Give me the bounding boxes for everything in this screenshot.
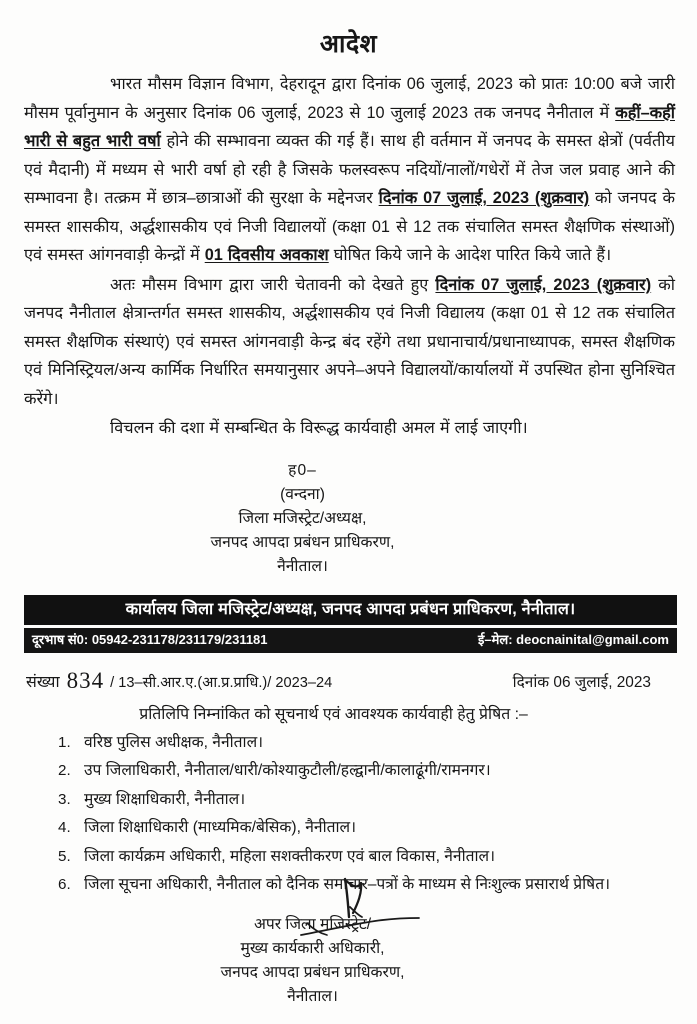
bottom-designation-line2: मुख्य कार्यकारी अधिकारी, <box>240 939 385 957</box>
signatory-name: (वन्दना) <box>280 485 325 503</box>
copy-intro-text: प्रतिलिपि निम्नांकित को सूचनार्थ एवं आवश्यक कार्यवाही हेतु प्रेषित :– <box>139 705 528 723</box>
email-label: ई–मेल: <box>478 631 513 647</box>
reference-number: 834 <box>66 667 105 693</box>
phone-numbers: 05942-231178/231179/231181 <box>91 631 268 647</box>
reference-label: संख्या <box>26 673 60 691</box>
emphasis-text: 01 दिवसीय अवकाश <box>204 246 329 264</box>
bottom-authority: जनपद आपदा प्रबंधन प्राधिकरण, <box>220 963 405 981</box>
emphasis-text: कहीं–कहीं भारी से बहुत भारी वर्षा <box>24 103 675 150</box>
signatory-authority: जनपद आपदा प्रबंधन प्राधिकरण, <box>210 533 395 551</box>
office-name-bar: कार्यालय जिला मजिस्ट्रेट/अध्यक्ष, जनपद आपदा प्रबंधन प्राधिकरण, नैनीताल। <box>24 595 677 625</box>
signature-block-bottom <box>0 913 697 1009</box>
signatory-designation: जिला मजिस्ट्रेट/अध्यक्ष, <box>238 509 367 527</box>
body-text: विचलन की दशा में सम्बन्धित के विरूद्ध कार्यवाही अमल में लाई जाएगी। <box>110 419 528 437</box>
reference-left <box>26 667 332 693</box>
email-info <box>478 630 669 650</box>
paragraph-2 <box>24 271 675 414</box>
body-text: घोषित किये जाने के आदेश पारित किये जाते हैं। <box>328 246 612 264</box>
reference-suffix: / 13–सी.आर.ए.(आ.प्र.प्राधि.)/ 2023–24 <box>110 674 333 691</box>
list-item: मुख्य शिक्षाधिकारी, नैनीताल। <box>84 790 246 808</box>
page-title: आदेश <box>319 30 378 58</box>
list-item: जिला शिक्षाधिकारी (माध्यमिक/बेसिक), नैनीताल। <box>84 819 357 836</box>
paragraph-3 <box>24 414 675 443</box>
reference-line <box>26 667 673 693</box>
document-body <box>0 70 697 443</box>
signature-block-top <box>0 459 697 579</box>
body-text: अतः मौसम विभाग द्वारा जारी चेतावनी को देखते हुए <box>110 275 436 294</box>
list-item: उप जिलाधिकारी, नैनीताल/धारी/कोश्याकुटौली/हल्द्वानी/कालाढूंगी/रामनगर। <box>84 762 491 779</box>
body-text: को जनपद के समस्त शासकीय, अर्द्धशासकीय एवं निजी विद्यालयों (कक्षा 01 से 12 तक संचालित समस्त शैक्षणिक संस्थाओं) एवं समस्त आंगनवाड़ी केन्द्रों में <box>24 189 675 264</box>
body-text: को जनपद नैनीताल क्षेत्रान्तर्गत समस्त शासकीय, अर्द्धशासकीय एवं निजी विद्यालय (कक्षा 01 से 12 तक संचालित समस्त शैक्षणिक संस्थाएं) एवं समस्त आंगनवाड़ी केन्द्र बंद रहेंगे तथा प्रधानाचार्य/प्रधानाध्यापक, समस्त शैक्षणिक एवं मिनिस्ट्रियल/अन्य कार्मिक निर्धारित समयानुसार अपने–अपने विद्यालयों/कार्यालयों में उपस्थित होना सुनिश्चित करेंगे। <box>24 275 675 408</box>
paragraph-1 <box>24 70 675 270</box>
list-item: जिला सूचना अधिकारी, नैनीताल को दैनिक समाचार–पत्रों के माध्यम से निःशुल्क प्रसारार्थ प्रेषित। <box>84 876 610 893</box>
email-address: deocnainital@gmail.com <box>516 631 669 647</box>
distribution-list <box>0 730 697 899</box>
bottom-designation-line1: अपर जिला मजिस्ट्रेट/ <box>253 915 372 933</box>
emphasis-text: दिनांक 07 जुलाई, 2023 (शुक्रवार) <box>378 189 590 207</box>
body-text: भारत मौसम विज्ञान विभाग, देहरादून द्वारा दिनांक 06 जुलाई, 2023 को प्रातः 10:00 बजे जारी मौसम पूर्वानुमान के अनुसार दिनांक 06 जुलाई, 2023 से 10 जुलाई 2023 तक जनपद नैनीताल में <box>24 75 675 122</box>
phone-info <box>32 630 268 650</box>
reference-date: दिनांक 06 जुलाई, 2023 <box>512 673 651 691</box>
list-item: वरिष्ठ पुलिस अधीक्षक, नैनीताल। <box>84 733 264 751</box>
signatory-place: नैनीताल। <box>277 557 328 575</box>
phone-label: दूरभाष सं0: <box>32 631 89 647</box>
bottom-place: नैनीताल। <box>287 987 338 1005</box>
emphasis-text: दिनांक 07 जुलाई, 2023 (शुक्रवार) <box>435 275 652 294</box>
letterhead-bars <box>24 595 677 653</box>
body-text: होने की सम्भावना व्यक्त की गई हैं। साथ ही वर्तमान में जनपद के समस्त क्षेत्रों (पर्वतीय एवं मैदानी) में मध्यम से भारी वर्षा हो रही है जिसके फलस्वरूप नदियों/नालों/गधेरों में तेज जल प्रवाह आने की सम्भावना है। तत्क्रम में छात्र–छात्राओं की सुरक्षा के मद्देनजर <box>24 132 675 207</box>
list-item: जिला कार्यक्रम अधिकारी, महिला सशक्तीकरण एवं बाल विकास, नैनीताल। <box>84 847 496 865</box>
contact-bar <box>24 628 677 653</box>
signature-hand-mark: ह0– <box>288 461 317 479</box>
